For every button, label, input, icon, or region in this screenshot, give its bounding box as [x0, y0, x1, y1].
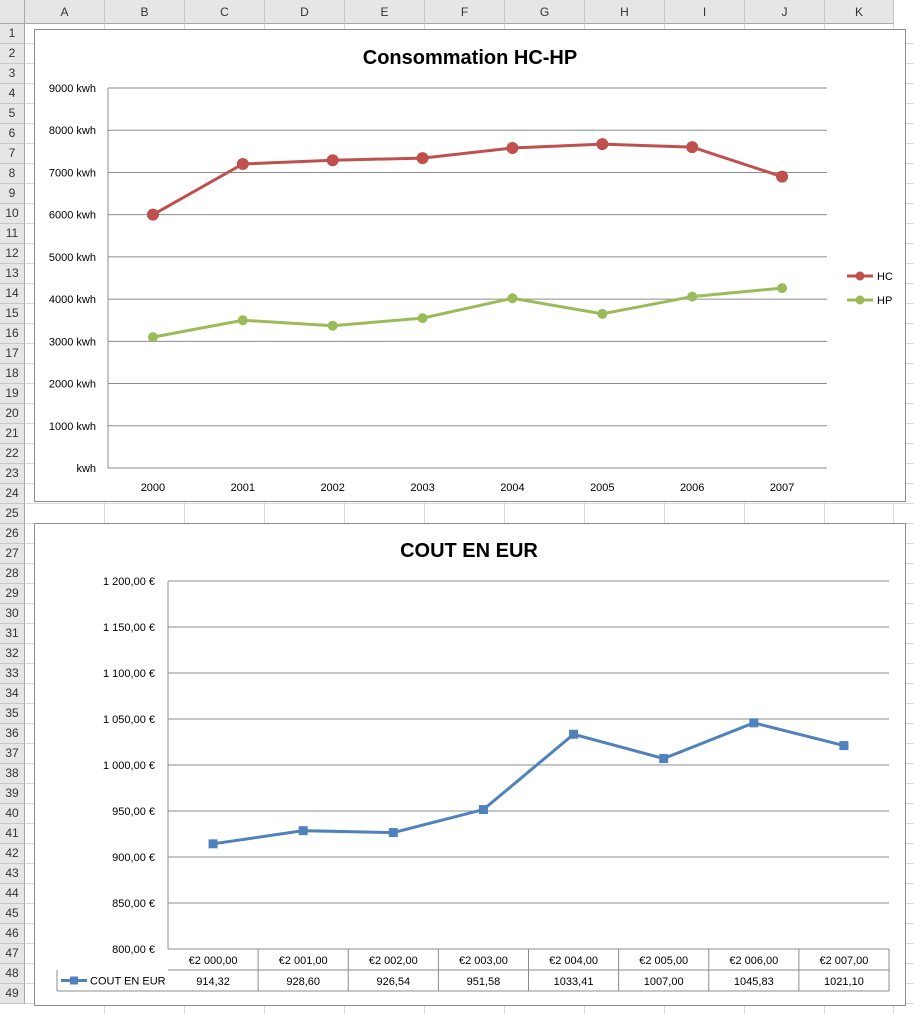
- column-header-c[interactable]: C: [185, 0, 265, 24]
- row-header-7[interactable]: 7: [0, 144, 25, 164]
- row-header-24[interactable]: 24: [0, 484, 25, 504]
- row-header-27[interactable]: 27: [0, 544, 25, 564]
- row-header-25[interactable]: 25: [0, 504, 25, 524]
- row-header-33[interactable]: 33: [0, 664, 25, 684]
- data-table-header: €2 002,00: [368, 955, 418, 967]
- data-point-hc: [596, 138, 608, 150]
- data-point-cout: [749, 718, 758, 727]
- column-header-a[interactable]: A: [25, 0, 105, 24]
- data-table-value: 1021,10: [824, 976, 864, 988]
- row-header-37[interactable]: 37: [0, 744, 25, 764]
- data-point-hp: [507, 293, 517, 303]
- y-tick-label: 800,00 €: [112, 944, 155, 956]
- row-header-5[interactable]: 5: [0, 104, 25, 124]
- chart-consommation-svg: [35, 30, 905, 501]
- data-table-header: €2 005,00: [639, 955, 689, 967]
- y-tick-label: 1 100,00 €: [103, 668, 155, 680]
- y-tick-label: 1 150,00 €: [103, 622, 155, 634]
- series-line-cout: [213, 723, 844, 844]
- data-table-value: 926,54: [376, 976, 411, 988]
- row-header-47[interactable]: 47: [0, 944, 25, 964]
- y-tick-label: 1 200,00 €: [103, 576, 155, 588]
- data-point-hc: [327, 154, 339, 166]
- data-point-cout: [479, 805, 488, 814]
- data-point-hp: [418, 313, 428, 323]
- data-point-hc: [237, 158, 249, 170]
- data-point-hc: [506, 142, 518, 154]
- legend-label-hc: HC: [877, 271, 893, 283]
- y-tick-label: 8000 kwh: [48, 125, 96, 138]
- row-header-10[interactable]: 10: [0, 204, 25, 224]
- row-header-4[interactable]: 4: [0, 84, 25, 104]
- x-tick-label: 2002: [320, 482, 345, 494]
- data-point-cout: [209, 839, 218, 848]
- y-tick-label: 1 050,00 €: [103, 714, 155, 726]
- row-header-3[interactable]: 3: [0, 64, 25, 84]
- data-point-hp: [687, 292, 697, 302]
- column-header-h[interactable]: H: [585, 0, 665, 24]
- row-header-11[interactable]: 11: [0, 224, 25, 244]
- row-header-45[interactable]: 45: [0, 904, 25, 924]
- data-table-header: €2 000,00: [188, 955, 238, 967]
- y-tick-label: 2000 kwh: [48, 378, 96, 391]
- x-tick-label: 2003: [410, 482, 435, 494]
- chart-title: Consommation HC-HP: [362, 47, 578, 69]
- data-table-header: €2 004,00: [549, 955, 599, 967]
- row-header-2[interactable]: 2: [0, 44, 25, 64]
- data-point-cout: [299, 826, 308, 835]
- row-header-31[interactable]: 31: [0, 624, 25, 644]
- data-table-value: 1045,83: [733, 976, 774, 988]
- chart-consommation[interactable]: [34, 29, 906, 502]
- column-header-k[interactable]: K: [825, 0, 894, 24]
- chart-cout[interactable]: [34, 523, 906, 1006]
- y-tick-label: 850,00 €: [112, 898, 155, 910]
- row-header-35[interactable]: 35: [0, 704, 25, 724]
- chart-title: COUT EN EUR: [400, 540, 538, 562]
- x-tick-label: 2004: [500, 482, 525, 494]
- row-header-32[interactable]: 32: [0, 644, 25, 664]
- y-tick-label: 5000 kwh: [48, 251, 96, 264]
- data-point-cout: [659, 754, 668, 763]
- data-point-hc: [417, 152, 429, 164]
- row-header-9[interactable]: 9: [0, 184, 25, 204]
- legend-label-hp: HP: [877, 295, 893, 307]
- legend-key-label: COUT EN EUR: [90, 975, 166, 988]
- y-tick-label: 4000 kwh: [48, 294, 96, 307]
- chart-cout-svg: [35, 524, 905, 1005]
- column-header-d[interactable]: D: [265, 0, 345, 24]
- row-header-39[interactable]: 39: [0, 784, 25, 804]
- data-table-value: 914,32: [196, 976, 230, 988]
- y-tick-label: 900,00 €: [112, 852, 155, 864]
- row-header-23[interactable]: 23: [0, 464, 25, 484]
- x-tick-label: 2006: [679, 482, 705, 494]
- legend-marker-hp: [856, 296, 865, 305]
- row-header-34[interactable]: 34: [0, 684, 25, 704]
- data-table-header: €2 007,00: [819, 955, 869, 967]
- row-header-48[interactable]: 48: [0, 964, 25, 984]
- data-table-value: 1007,00: [643, 976, 684, 988]
- row-header-13[interactable]: 13: [0, 264, 25, 284]
- legend-marker-hc: [856, 272, 865, 281]
- row-header-16[interactable]: 16: [0, 324, 25, 344]
- row-header-43[interactable]: 43: [0, 864, 25, 884]
- row-header-21[interactable]: 21: [0, 424, 25, 444]
- data-point-hp: [148, 332, 158, 342]
- row-header-49[interactable]: 49: [0, 984, 25, 1004]
- row-header-17[interactable]: 17: [0, 344, 25, 364]
- column-header-j[interactable]: J: [745, 0, 825, 24]
- row-header-6[interactable]: 6: [0, 124, 25, 144]
- data-point-hc: [686, 141, 698, 153]
- data-point-hp: [238, 315, 248, 325]
- data-table-value: 951,58: [466, 976, 501, 988]
- data-table-header: €2 006,00: [729, 955, 779, 967]
- data-table-header: €2 003,00: [458, 955, 508, 967]
- y-tick-label: 9000 kwh: [48, 83, 96, 95]
- row-header-46[interactable]: 46: [0, 924, 25, 944]
- y-tick-label: kwh: [76, 463, 96, 475]
- row-header-12[interactable]: 12: [0, 244, 25, 264]
- row-header-8[interactable]: 8: [0, 164, 25, 184]
- data-table-value: 928,60: [286, 976, 321, 988]
- column-header-e[interactable]: E: [345, 0, 425, 24]
- row-header-1[interactable]: 1: [0, 24, 25, 44]
- data-point-hc: [776, 171, 788, 183]
- y-tick-label: 1000 kwh: [48, 420, 96, 433]
- data-point-hp: [328, 321, 338, 331]
- data-point-cout: [839, 741, 848, 750]
- x-tick-label: 2005: [590, 482, 615, 494]
- row-header-41[interactable]: 41: [0, 824, 25, 844]
- row-header-29[interactable]: 29: [0, 584, 25, 604]
- y-tick-label: 950,00 €: [112, 806, 155, 818]
- column-header-i[interactable]: I: [665, 0, 745, 24]
- row-header-19[interactable]: 19: [0, 384, 25, 404]
- y-tick-label: 3000 kwh: [48, 336, 96, 349]
- x-tick-label: 2007: [769, 482, 795, 494]
- row-header-38[interactable]: 38: [0, 764, 25, 784]
- select-all-corner[interactable]: [0, 0, 25, 24]
- column-header-b[interactable]: B: [105, 0, 185, 24]
- row-header-20[interactable]: 20: [0, 404, 25, 424]
- data-table-header: €2 001,00: [278, 955, 328, 967]
- column-header-f[interactable]: F: [425, 0, 505, 24]
- data-point-hp: [777, 283, 787, 293]
- row-header-42[interactable]: 42: [0, 844, 25, 864]
- row-header-30[interactable]: 30: [0, 604, 25, 624]
- row-header-40[interactable]: 40: [0, 804, 25, 824]
- x-tick-label: 2000: [140, 482, 166, 494]
- series-line-hc: [153, 144, 782, 215]
- y-tick-label: 6000 kwh: [48, 209, 96, 222]
- row-header-44[interactable]: 44: [0, 884, 25, 904]
- data-point-cout: [389, 828, 398, 837]
- column-header-g[interactable]: G: [505, 0, 585, 24]
- data-table-value: 1033,41: [553, 976, 594, 988]
- row-header-18[interactable]: 18: [0, 364, 25, 384]
- legend-key-marker: [70, 977, 78, 985]
- x-tick-label: 2001: [230, 482, 256, 494]
- row-header-22[interactable]: 22: [0, 444, 25, 464]
- row-header-28[interactable]: 28: [0, 564, 25, 584]
- row-header-36[interactable]: 36: [0, 724, 25, 744]
- data-point-hp: [597, 309, 607, 319]
- row-header-14[interactable]: 14: [0, 284, 25, 304]
- y-tick-label: 1 000,00 €: [103, 760, 155, 772]
- row-header-26[interactable]: 26: [0, 524, 25, 544]
- y-tick-label: 7000 kwh: [48, 167, 96, 180]
- data-point-hc: [147, 209, 159, 221]
- data-point-cout: [569, 730, 578, 739]
- row-header-15[interactable]: 15: [0, 304, 25, 324]
